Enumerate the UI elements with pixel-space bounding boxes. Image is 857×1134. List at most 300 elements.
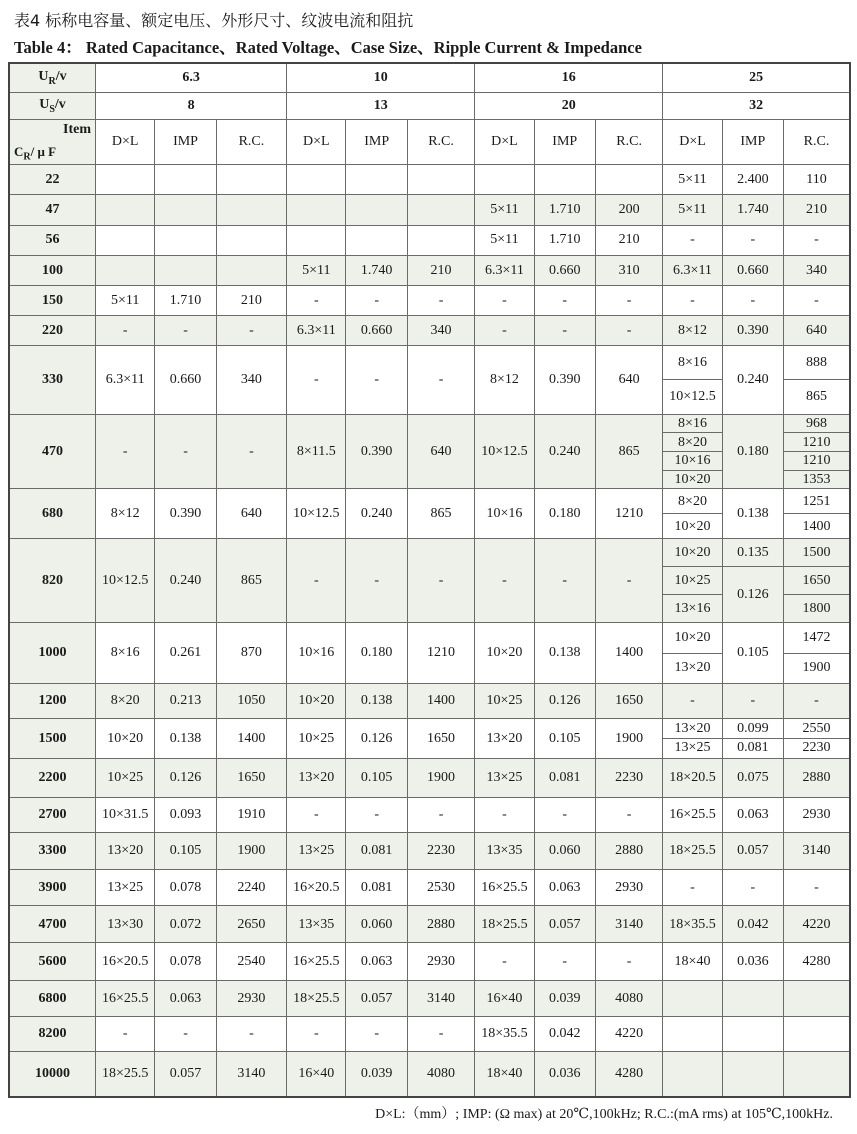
- impedance-cell: 0.057: [722, 833, 783, 869]
- case-size-cell: 10×20: [96, 719, 155, 758]
- case-size-cell: -: [475, 943, 534, 980]
- table-row: [9, 489, 850, 514]
- impedance-cell: 0.081: [534, 758, 595, 797]
- ripple-current-cell: 1353: [784, 470, 850, 489]
- impedance-cell: [155, 165, 216, 195]
- impedance-cell: 0.057: [155, 1051, 216, 1097]
- item-label: Item: [63, 121, 91, 137]
- ripple-current-cell: -: [784, 683, 850, 718]
- ripple-current-cell: 2880: [595, 833, 662, 869]
- case-size-cell: 13×30: [96, 906, 155, 943]
- ripple-current-cell: 1650: [407, 719, 474, 758]
- table-row: [9, 833, 850, 869]
- case-size-cell: -: [663, 285, 722, 315]
- impedance-cell: 0.126: [155, 758, 216, 797]
- case-size-cell: 13×20: [663, 719, 722, 739]
- capacitance-value: 150: [9, 285, 96, 315]
- impedance-cell: [346, 195, 407, 225]
- ripple-current-cell: 2650: [216, 906, 286, 943]
- ripple-current-cell: 870: [216, 623, 286, 683]
- case-size-cell: 10×20: [475, 623, 534, 683]
- case-size-cell: 18×25.5: [96, 1051, 155, 1097]
- ripple-current-cell: 640: [784, 315, 850, 345]
- column-header-row: [9, 119, 850, 165]
- ripple-current-cell: 2880: [407, 906, 474, 943]
- ripple-current-cell: 4280: [784, 943, 850, 980]
- ripple-current-cell: 1400: [595, 623, 662, 683]
- ripple-current-cell: 1900: [407, 758, 474, 797]
- table-row: [9, 1017, 850, 1051]
- ripple-current-cell: 210: [595, 225, 662, 255]
- case-size-cell: 13×20: [663, 653, 722, 683]
- impedance-cell: 0.105: [346, 758, 407, 797]
- case-size-cell: -: [475, 798, 534, 833]
- case-size-cell: 10×20: [663, 470, 722, 489]
- ripple-current-cell: 2540: [216, 943, 286, 980]
- ripple-current-cell: 2240: [216, 869, 286, 905]
- ripple-current-cell: 340: [407, 315, 474, 345]
- impedance-cell: 1.740: [346, 255, 407, 285]
- case-size-cell: 18×20.5: [663, 758, 722, 797]
- impedance-cell: 1.710: [534, 195, 595, 225]
- us-value: 13: [287, 92, 475, 119]
- ripple-current-cell: 2930: [407, 943, 474, 980]
- impedance-cell: 0.060: [346, 906, 407, 943]
- impedance-cell: -: [534, 539, 595, 623]
- case-size-cell: 8×20: [96, 683, 155, 718]
- impedance-cell: -: [346, 1017, 407, 1051]
- impedance-cell: 0.078: [155, 943, 216, 980]
- ripple-current-cell: 1210: [784, 433, 850, 452]
- capacitance-value: 3900: [9, 869, 96, 905]
- col-imp: IMP: [722, 119, 783, 165]
- impedance-cell: 0.036: [534, 1051, 595, 1097]
- ripple-current-cell: 640: [216, 489, 286, 539]
- impedance-cell: 0.660: [346, 315, 407, 345]
- col-imp: IMP: [155, 119, 216, 165]
- case-size-cell: 5×11: [96, 285, 155, 315]
- impedance-cell: 0.213: [155, 683, 216, 718]
- impedance-cell: 0.240: [346, 489, 407, 539]
- case-size-cell: 16×40: [475, 980, 534, 1016]
- case-size-cell: 16×25.5: [96, 980, 155, 1016]
- table-row: [9, 943, 850, 980]
- impedance-cell: -: [346, 285, 407, 315]
- table-row: [9, 1051, 850, 1097]
- case-size-cell: 13×25: [287, 833, 346, 869]
- case-size-cell: -: [287, 798, 346, 833]
- capacitance-value: 22: [9, 165, 96, 195]
- impedance-cell: 0.063: [534, 869, 595, 905]
- case-size-cell: 10×25: [287, 719, 346, 758]
- ripple-current-cell: 110: [784, 165, 850, 195]
- ripple-current-cell: -: [784, 869, 850, 905]
- case-size-cell: 10×16: [663, 452, 722, 471]
- case-size-cell: 13×25: [96, 869, 155, 905]
- ripple-current-cell: [407, 225, 474, 255]
- case-size-cell: 8×12: [475, 346, 534, 415]
- ripple-current-cell: 2550: [784, 719, 850, 739]
- item-capacitance-corner: [9, 119, 96, 165]
- ripple-current-cell: 310: [595, 255, 662, 285]
- ripple-current-cell: -: [216, 1017, 286, 1051]
- ripple-current-cell: [407, 165, 474, 195]
- impedance-cell: 0.660: [155, 346, 216, 415]
- case-size-cell: 5×11: [663, 195, 722, 225]
- table-row: [9, 869, 850, 905]
- impedance-cell: 2.400: [722, 165, 783, 195]
- table-row: [9, 539, 850, 567]
- table-caption-chinese: 表4 标称电容量、额定电压、外形尺寸、纹波电流和阻抗: [14, 11, 414, 30]
- case-size-cell: 18×25.5: [475, 906, 534, 943]
- capacitance-value: 8200: [9, 1017, 96, 1051]
- table-row: [9, 255, 850, 285]
- case-size-cell: 10×20: [663, 514, 722, 539]
- ripple-current-cell: 200: [595, 195, 662, 225]
- ripple-current-cell: 2230: [595, 758, 662, 797]
- ripple-current-cell: 2530: [407, 869, 474, 905]
- impedance-cell: 0.261: [155, 623, 216, 683]
- col-rc: R.C.: [595, 119, 662, 165]
- ripple-current-cell: 1650: [595, 683, 662, 718]
- ripple-current-cell: 888: [784, 346, 850, 380]
- impedance-cell: 0.057: [534, 906, 595, 943]
- case-size-cell: -: [287, 285, 346, 315]
- case-size-cell: [663, 1051, 722, 1097]
- impedance-cell: [155, 195, 216, 225]
- impedance-cell: 0.390: [155, 489, 216, 539]
- case-size-cell: 16×20.5: [96, 943, 155, 980]
- capacitance-value: 3300: [9, 833, 96, 869]
- ripple-current-cell: 210: [216, 285, 286, 315]
- case-size-cell: [663, 1017, 722, 1051]
- case-size-cell: -: [475, 315, 534, 345]
- impedance-cell: 1.710: [534, 225, 595, 255]
- ripple-current-cell: 210: [784, 195, 850, 225]
- case-size-cell: 18×40: [475, 1051, 534, 1097]
- impedance-cell: [722, 1017, 783, 1051]
- capacitance-value: 2200: [9, 758, 96, 797]
- col-dxl: D×L: [663, 119, 722, 165]
- table-row: [9, 623, 850, 653]
- impedance-cell: 0.390: [722, 315, 783, 345]
- ripple-current-cell: [216, 225, 286, 255]
- us-value: 20: [475, 92, 663, 119]
- case-size-cell: 8×16: [663, 346, 722, 380]
- impedance-cell: [155, 225, 216, 255]
- ripple-current-cell: 2930: [784, 798, 850, 833]
- ripple-current-cell: 1910: [216, 798, 286, 833]
- case-size-cell: 16×40: [287, 1051, 346, 1097]
- ripple-current-cell: -: [407, 346, 474, 415]
- case-size-cell: -: [96, 1017, 155, 1051]
- impedance-cell: 0.126: [534, 683, 595, 718]
- capacitance-value: 680: [9, 489, 96, 539]
- capacitance-value: 820: [9, 539, 96, 623]
- table-row: [9, 315, 850, 345]
- col-dxl: D×L: [96, 119, 155, 165]
- impedance-cell: -: [155, 315, 216, 345]
- impedance-cell: 1.710: [155, 285, 216, 315]
- impedance-cell: [346, 225, 407, 255]
- impedance-cell: 0.039: [346, 1051, 407, 1097]
- case-size-cell: 10×12.5: [287, 489, 346, 539]
- case-size-cell: 5×11: [663, 165, 722, 195]
- case-size-cell: -: [475, 539, 534, 623]
- impedance-cell: 0.660: [722, 255, 783, 285]
- case-size-cell: 10×25: [475, 683, 534, 718]
- impedance-cell: 0.057: [346, 980, 407, 1016]
- impedance-cell: [722, 1051, 783, 1097]
- impedance-cell: 0.072: [155, 906, 216, 943]
- case-size-cell: 8×16: [663, 414, 722, 433]
- us-value: 32: [663, 92, 850, 119]
- ur-header: $U_R/v$: [9, 63, 96, 92]
- ripple-current-cell: 3140: [407, 980, 474, 1016]
- case-size-cell: -: [663, 869, 722, 905]
- capacitance-value: 2700: [9, 798, 96, 833]
- impedance-cell: 0.081: [346, 833, 407, 869]
- case-size-cell: 10×20: [287, 683, 346, 718]
- impedance-cell: 0.078: [155, 869, 216, 905]
- case-size-cell: -: [663, 225, 722, 255]
- ur-value: 16: [475, 63, 663, 92]
- impedance-cell: 0.126: [722, 567, 783, 623]
- impedance-cell: -: [722, 225, 783, 255]
- ripple-current-cell: -: [216, 315, 286, 345]
- col-rc: R.C.: [407, 119, 474, 165]
- ripple-current-cell: -: [407, 798, 474, 833]
- case-size-cell: [287, 225, 346, 255]
- impedance-cell: 0.138: [346, 683, 407, 718]
- ripple-current-cell: [784, 1017, 850, 1051]
- table-row: [9, 758, 850, 797]
- case-size-cell: [287, 195, 346, 225]
- case-size-cell: 13×35: [475, 833, 534, 869]
- ripple-current-cell: 1210: [407, 623, 474, 683]
- case-size-cell: 5×11: [475, 195, 534, 225]
- ripple-current-cell: 3140: [216, 1051, 286, 1097]
- ripple-current-cell: [595, 165, 662, 195]
- ripple-current-cell: 1400: [784, 514, 850, 539]
- table-row: [9, 683, 850, 718]
- impedance-cell: 0.063: [155, 980, 216, 1016]
- case-size-cell: 18×35.5: [475, 1017, 534, 1051]
- ripple-current-cell: 2230: [407, 833, 474, 869]
- case-size-cell: [287, 165, 346, 195]
- table-row: [9, 165, 850, 195]
- ripple-current-cell: [216, 165, 286, 195]
- capacitance-value: 330: [9, 346, 96, 415]
- impedance-cell: [534, 165, 595, 195]
- ur-value: 10: [287, 63, 475, 92]
- impedance-cell: -: [722, 683, 783, 718]
- ripple-current-cell: 640: [595, 346, 662, 415]
- table-row: [9, 798, 850, 833]
- case-size-cell: [663, 980, 722, 1016]
- ripple-current-cell: [407, 195, 474, 225]
- case-size-cell: 6.3×11: [96, 346, 155, 415]
- ripple-current-cell: 865: [784, 380, 850, 414]
- ripple-current-cell: 4080: [407, 1051, 474, 1097]
- case-size-cell: 10×25: [663, 567, 722, 595]
- impedance-cell: [155, 255, 216, 285]
- impedance-cell: 0.063: [346, 943, 407, 980]
- case-size-cell: -: [287, 1017, 346, 1051]
- impedance-cell: 0.180: [534, 489, 595, 539]
- ripple-current-cell: 340: [784, 255, 850, 285]
- ripple-current-cell: 1210: [784, 452, 850, 471]
- ripple-current-cell: -: [595, 798, 662, 833]
- impedance-cell: 0.042: [534, 1017, 595, 1051]
- impedance-cell: 0.099: [722, 719, 783, 739]
- case-size-cell: 16×25.5: [663, 798, 722, 833]
- impedance-cell: 0.075: [722, 758, 783, 797]
- impedance-cell: [722, 980, 783, 1016]
- case-size-cell: -: [663, 683, 722, 718]
- impedance-cell: -: [722, 869, 783, 905]
- ripple-current-cell: [216, 255, 286, 285]
- case-size-cell: 10×12.5: [96, 539, 155, 623]
- ripple-current-cell: 1400: [216, 719, 286, 758]
- capacitance-value: 47: [9, 195, 96, 225]
- case-size-cell: 10×20: [663, 623, 722, 653]
- ripple-current-cell: 2880: [784, 758, 850, 797]
- case-size-cell: 18×25.5: [663, 833, 722, 869]
- ripple-current-cell: -: [407, 539, 474, 623]
- ripple-current-cell: [784, 980, 850, 1016]
- ripple-current-cell: 865: [407, 489, 474, 539]
- ripple-current-cell: [784, 1051, 850, 1097]
- impedance-cell: 0.060: [534, 833, 595, 869]
- impedance-cell: [346, 165, 407, 195]
- impedance-cell: 0.081: [346, 869, 407, 905]
- case-size-cell: 8×12: [663, 315, 722, 345]
- impedance-cell: 0.390: [346, 414, 407, 489]
- ripple-current-cell: 1251: [784, 489, 850, 514]
- impedance-cell: 0.105: [534, 719, 595, 758]
- ripple-current-cell: 1800: [784, 595, 850, 623]
- capacitance-value: 1200: [9, 683, 96, 718]
- col-dxl: D×L: [475, 119, 534, 165]
- capacitance-value: 5600: [9, 943, 96, 980]
- ur-value: 6.3: [96, 63, 287, 92]
- capacitance-value: 1000: [9, 623, 96, 683]
- impedance-cell: -: [155, 414, 216, 489]
- table-row: [9, 906, 850, 943]
- ripple-current-cell: 4280: [595, 1051, 662, 1097]
- ripple-current-cell: 2230: [784, 738, 850, 758]
- case-size-cell: 8×12: [96, 489, 155, 539]
- table-row: [9, 195, 850, 225]
- ripple-current-cell: 1472: [784, 623, 850, 653]
- table-row: [9, 285, 850, 315]
- case-size-cell: 10×12.5: [663, 380, 722, 414]
- case-size-cell: [96, 195, 155, 225]
- case-size-cell: 18×25.5: [287, 980, 346, 1016]
- ripple-current-cell: 1650: [216, 758, 286, 797]
- case-size-cell: 10×16: [475, 489, 534, 539]
- impedance-cell: -: [534, 315, 595, 345]
- case-size-cell: 6.3×11: [663, 255, 722, 285]
- impedance-cell: -: [155, 1017, 216, 1051]
- ripple-current-cell: -: [595, 315, 662, 345]
- case-size-cell: 13×35: [287, 906, 346, 943]
- capacitance-value: 6800: [9, 980, 96, 1016]
- case-size-cell: 8×20: [663, 433, 722, 452]
- case-size-cell: 13×25: [663, 738, 722, 758]
- ripple-current-cell: 1900: [784, 653, 850, 683]
- case-size-cell: 13×20: [475, 719, 534, 758]
- impedance-cell: 0.180: [346, 623, 407, 683]
- case-size-cell: -: [287, 539, 346, 623]
- capacitance-value: 4700: [9, 906, 96, 943]
- impedance-cell: 0.138: [155, 719, 216, 758]
- impedance-cell: 0.036: [722, 943, 783, 980]
- case-size-cell: 10×31.5: [96, 798, 155, 833]
- surge-voltage-row: [9, 92, 850, 119]
- case-size-cell: 8×20: [663, 489, 722, 514]
- col-imp: IMP: [534, 119, 595, 165]
- impedance-cell: 0.039: [534, 980, 595, 1016]
- ripple-current-cell: -: [407, 285, 474, 315]
- case-size-cell: -: [96, 414, 155, 489]
- impedance-cell: -: [346, 346, 407, 415]
- ripple-current-cell: 1650: [784, 567, 850, 595]
- table-row: [9, 414, 850, 433]
- col-rc: R.C.: [216, 119, 286, 165]
- capacitance-value: 220: [9, 315, 96, 345]
- us-value: 8: [96, 92, 287, 119]
- capacitor-spec-table: [8, 62, 851, 1098]
- impedance-cell: 0.063: [722, 798, 783, 833]
- ripple-current-cell: -: [407, 1017, 474, 1051]
- ripple-current-cell: 1900: [595, 719, 662, 758]
- impedance-cell: -: [534, 798, 595, 833]
- case-size-cell: -: [475, 285, 534, 315]
- impedance-cell: -: [534, 943, 595, 980]
- ripple-current-cell: -: [595, 285, 662, 315]
- table-row: [9, 225, 850, 255]
- ripple-current-cell: 1210: [595, 489, 662, 539]
- case-size-cell: 6.3×11: [287, 315, 346, 345]
- case-size-cell: 10×12.5: [475, 414, 534, 489]
- ripple-current-cell: 1900: [216, 833, 286, 869]
- impedance-cell: 0.180: [722, 414, 783, 489]
- ripple-current-cell: 4220: [595, 1017, 662, 1051]
- case-size-cell: 13×25: [475, 758, 534, 797]
- case-size-cell: 10×25: [96, 758, 155, 797]
- ripple-current-cell: 2930: [216, 980, 286, 1016]
- ripple-current-cell: 340: [216, 346, 286, 415]
- impedance-cell: -: [346, 539, 407, 623]
- case-size-cell: [96, 165, 155, 195]
- table-row: [9, 719, 850, 739]
- ripple-current-cell: 1050: [216, 683, 286, 718]
- case-size-cell: 16×20.5: [287, 869, 346, 905]
- impedance-cell: 0.240: [722, 346, 783, 415]
- col-imp: IMP: [346, 119, 407, 165]
- impedance-cell: -: [346, 798, 407, 833]
- ripple-current-cell: 640: [407, 414, 474, 489]
- impedance-cell: 0.660: [534, 255, 595, 285]
- ur-value: 25: [663, 63, 850, 92]
- table-row: [9, 980, 850, 1016]
- case-size-cell: [475, 165, 534, 195]
- capacitance-value: 100: [9, 255, 96, 285]
- ripple-current-cell: [216, 195, 286, 225]
- ripple-current-cell: -: [784, 225, 850, 255]
